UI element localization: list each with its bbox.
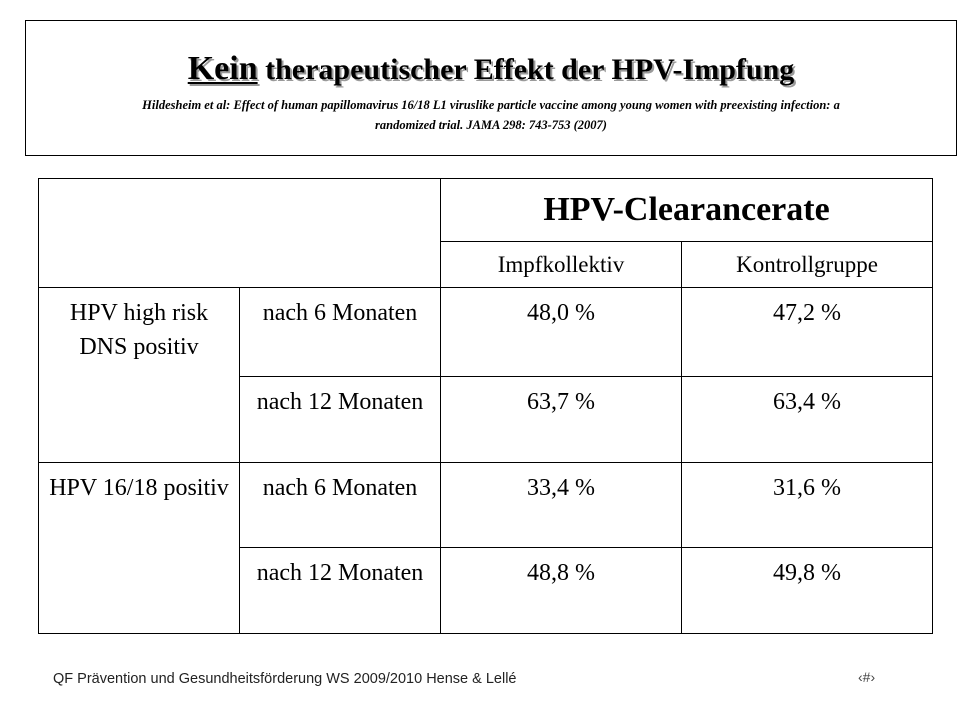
group-label-hpv-16-18: HPV 16/18 positiv	[39, 463, 240, 634]
column-header-impfkollektiv: Impfkollektiv	[441, 242, 682, 288]
group-label-hpv-high-risk: HPV high risk DNS positiv	[39, 288, 240, 463]
row-time-label: nach 6 Monaten	[240, 463, 441, 548]
footer-text: QF Prävention und Gesundheitsförderung WS 2009/2010 Hense & Lellé	[53, 671, 517, 687]
title-emphasis: Kein	[187, 50, 258, 87]
citation	[46, 95, 936, 135]
control-value: 31,6 %	[682, 463, 933, 548]
row-time-label: nach 12 Monaten	[240, 548, 441, 634]
vaccine-value: 63,7 %	[441, 377, 682, 463]
vaccine-value: 48,8 %	[441, 548, 682, 634]
table-header: HPV-Clearancerate	[441, 179, 933, 242]
citation-line-1: Hildesheim et al: Effect of human papillomavirus 16/18 L1 viruslike particle vaccine among young women with preexisting infection: a	[142, 98, 840, 112]
vaccine-value: 48,0 %	[441, 288, 682, 377]
page-number: ‹#›	[858, 669, 876, 685]
citation-line-2: randomized trial. JAMA 298: 743-753 (2007)	[375, 118, 607, 132]
corner-cell	[39, 179, 441, 288]
column-header-kontrollgruppe: Kontrollgruppe	[682, 242, 933, 288]
control-value: 47,2 %	[682, 288, 933, 377]
row-time-label: nach 12 Monaten	[240, 377, 441, 463]
title-box	[25, 20, 957, 156]
row-time-label: nach 6 Monaten	[240, 288, 441, 377]
slide-title	[26, 51, 956, 88]
title-rest: therapeutischer Effekt der HPV-Impfung	[257, 53, 795, 86]
control-value: 49,8 %	[682, 548, 933, 634]
vaccine-value: 33,4 %	[441, 463, 682, 548]
clearance-table	[38, 178, 933, 634]
control-value: 63,4 %	[682, 377, 933, 463]
